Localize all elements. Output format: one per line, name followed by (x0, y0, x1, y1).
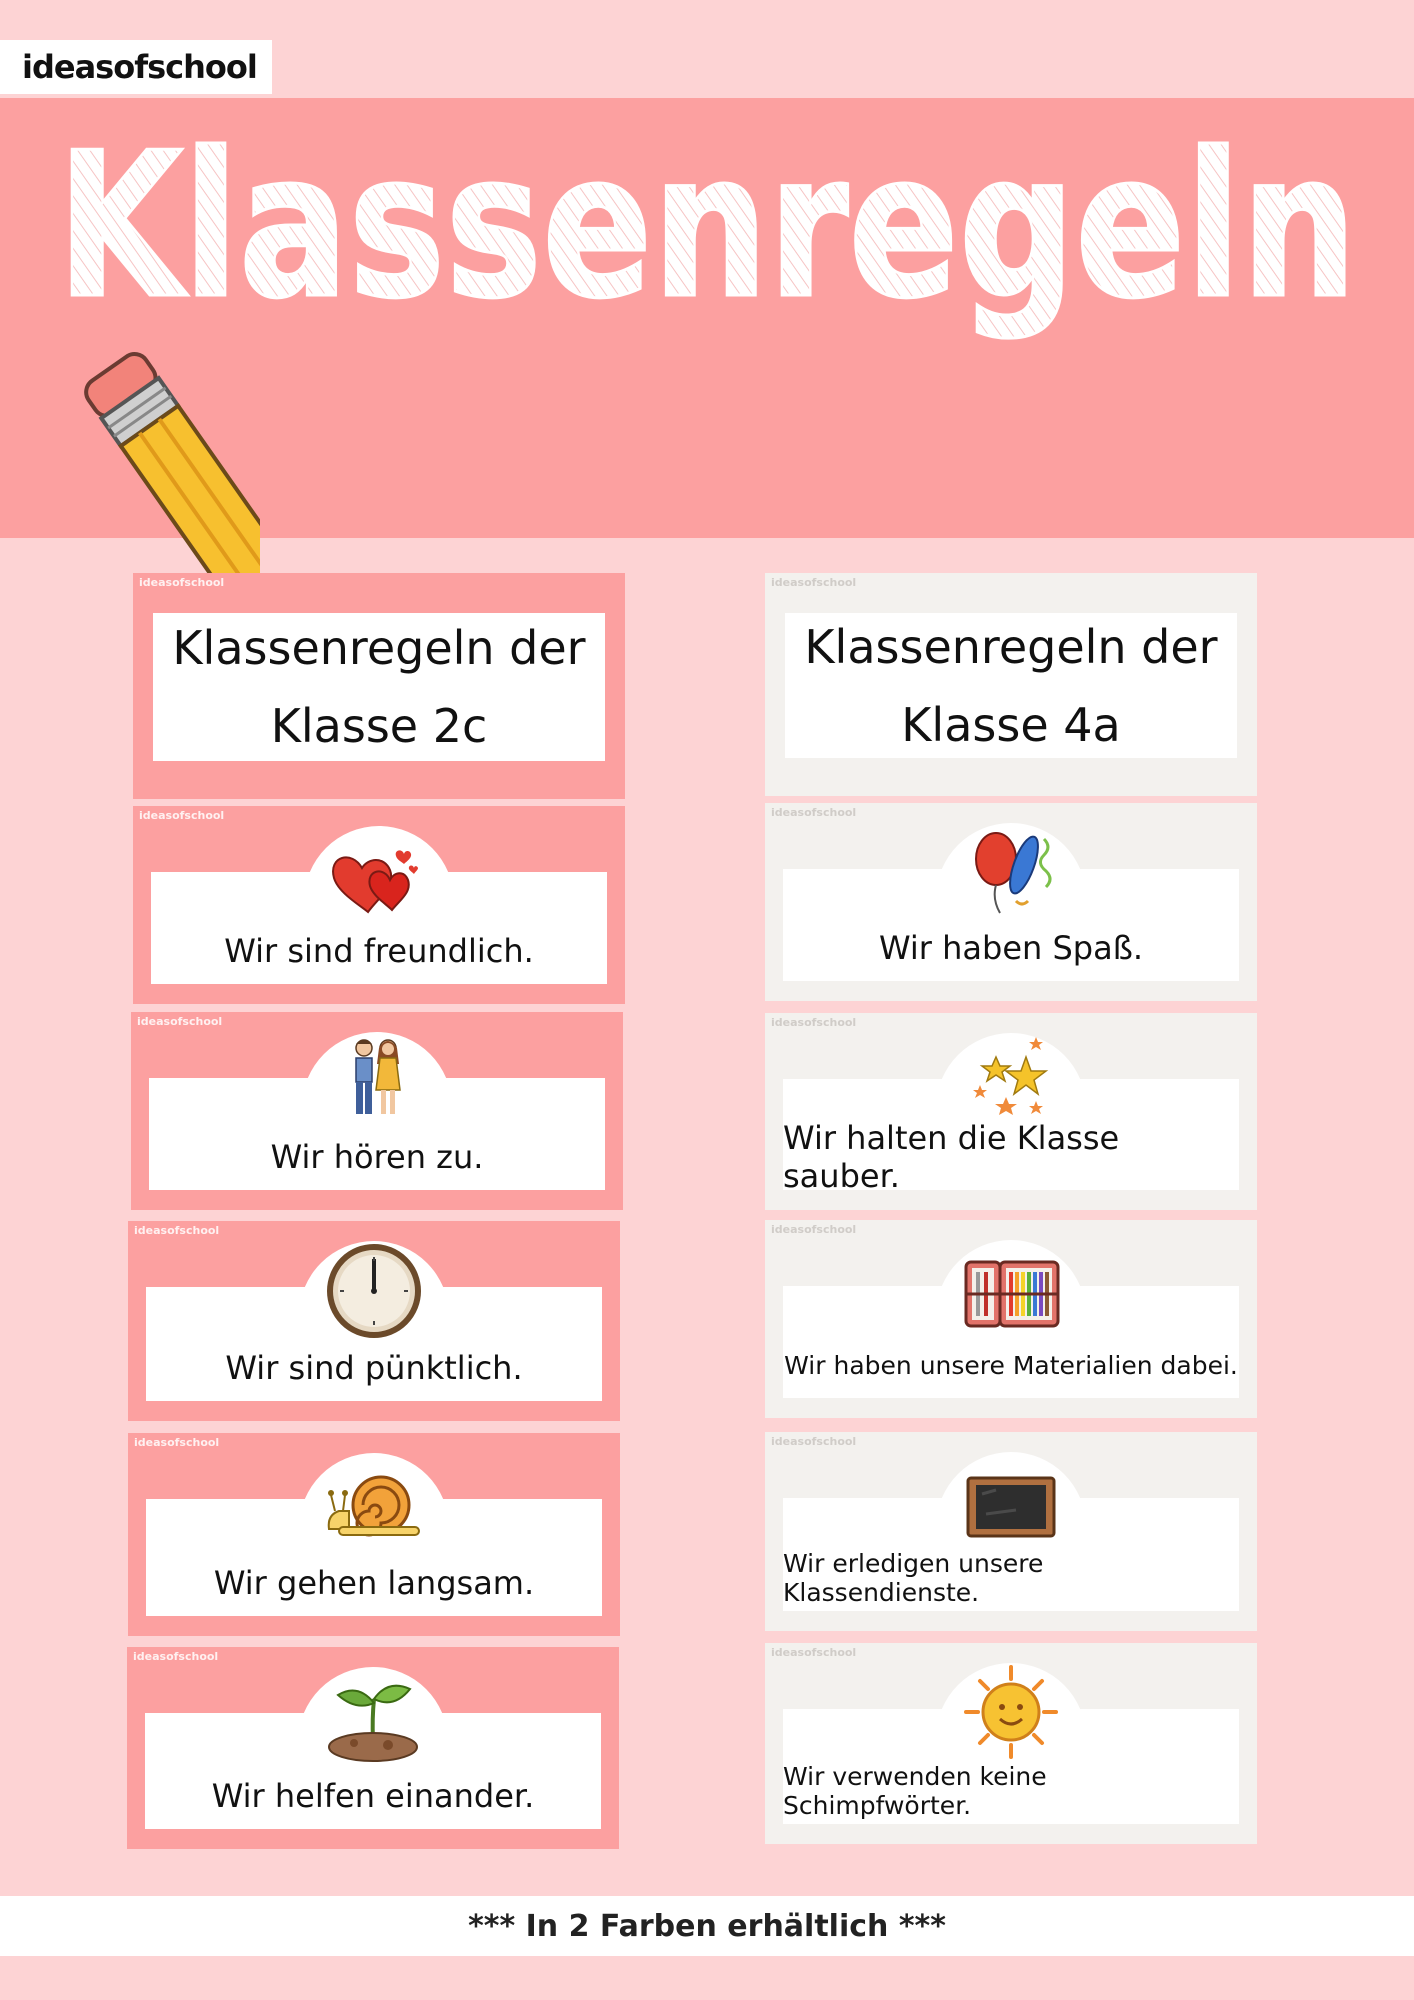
rule-card: ideasofschool Wir gehen langsam. (128, 1433, 620, 1636)
chalkboard-icon (956, 1454, 1066, 1550)
rule-card: ideasofschool Wir sind pünktlich. (128, 1221, 620, 1421)
balloons-icon (956, 825, 1066, 921)
rule-text: Wir sind freundlich. (224, 932, 534, 970)
footer-banner: *** In 2 Farben erhältlich *** (0, 1896, 1414, 1956)
watermark: ideasofschool (139, 576, 225, 589)
sprout-icon (318, 1669, 428, 1765)
rule-text: Wir halten die Klasse sauber. (783, 1119, 1120, 1195)
rule-card: ideasofschool Wir erledigen unsere Klassendienste. (765, 1432, 1257, 1631)
header-card-left (133, 573, 625, 799)
rule-card: ideasofschool Wir hören zu. (131, 1012, 623, 1210)
rule-text: Wir erledigen unsere Klassendienste. (783, 1549, 1044, 1607)
sun-icon (956, 1665, 1066, 1761)
rule-card: ideasofschool Wir haben unsere Materialien dabei. (765, 1220, 1257, 1418)
clock-icon (319, 1243, 429, 1339)
rule-text: Wir sind pünktlich. (225, 1349, 523, 1387)
rule-text: Wir hören zu. (270, 1138, 484, 1176)
rule-card: ideasofschool Wir verwenden keine Schimpfwörter. (765, 1643, 1257, 1844)
hearts-icon (324, 828, 434, 924)
rule-text: Wir helfen einander. (211, 1777, 535, 1815)
rule-card: ideasofschool Wir halten die Klasse sauber. (765, 1013, 1257, 1210)
rule-card: ideasofschool Wir haben Spaß. (765, 803, 1257, 1001)
pencil-icon (30, 350, 260, 610)
rule-text: Wir haben Spaß. (878, 929, 1144, 967)
header-card-right: ideasofschool Klassenregeln der Klasse 4a (765, 573, 1257, 796)
header-card-text: Klassenregeln der Klasse 2c (153, 613, 605, 761)
children-icon (322, 1034, 432, 1130)
rule-card: ideasofschool Wir helfen einander. (127, 1647, 619, 1849)
rule-text: Wir verwenden keine Schimpfwörter. (783, 1762, 1047, 1820)
pencil-case-icon (956, 1242, 1066, 1338)
svg-text:Klassenregeln: Klassenregeln (57, 110, 1357, 340)
page-title (0, 110, 1414, 340)
header-card-text: Klassenregeln der Klasse 4a (785, 613, 1237, 758)
snail-icon (319, 1455, 429, 1551)
stars-icon (956, 1035, 1066, 1131)
rule-text: Wir haben unsere Materialien dabei. (784, 1350, 1238, 1380)
brand-logo: ideasofschool (0, 40, 272, 94)
rule-card: ideasofschool Wir sind freundlich. (133, 806, 625, 1004)
rule-text: Wir gehen langsam. (213, 1564, 535, 1602)
